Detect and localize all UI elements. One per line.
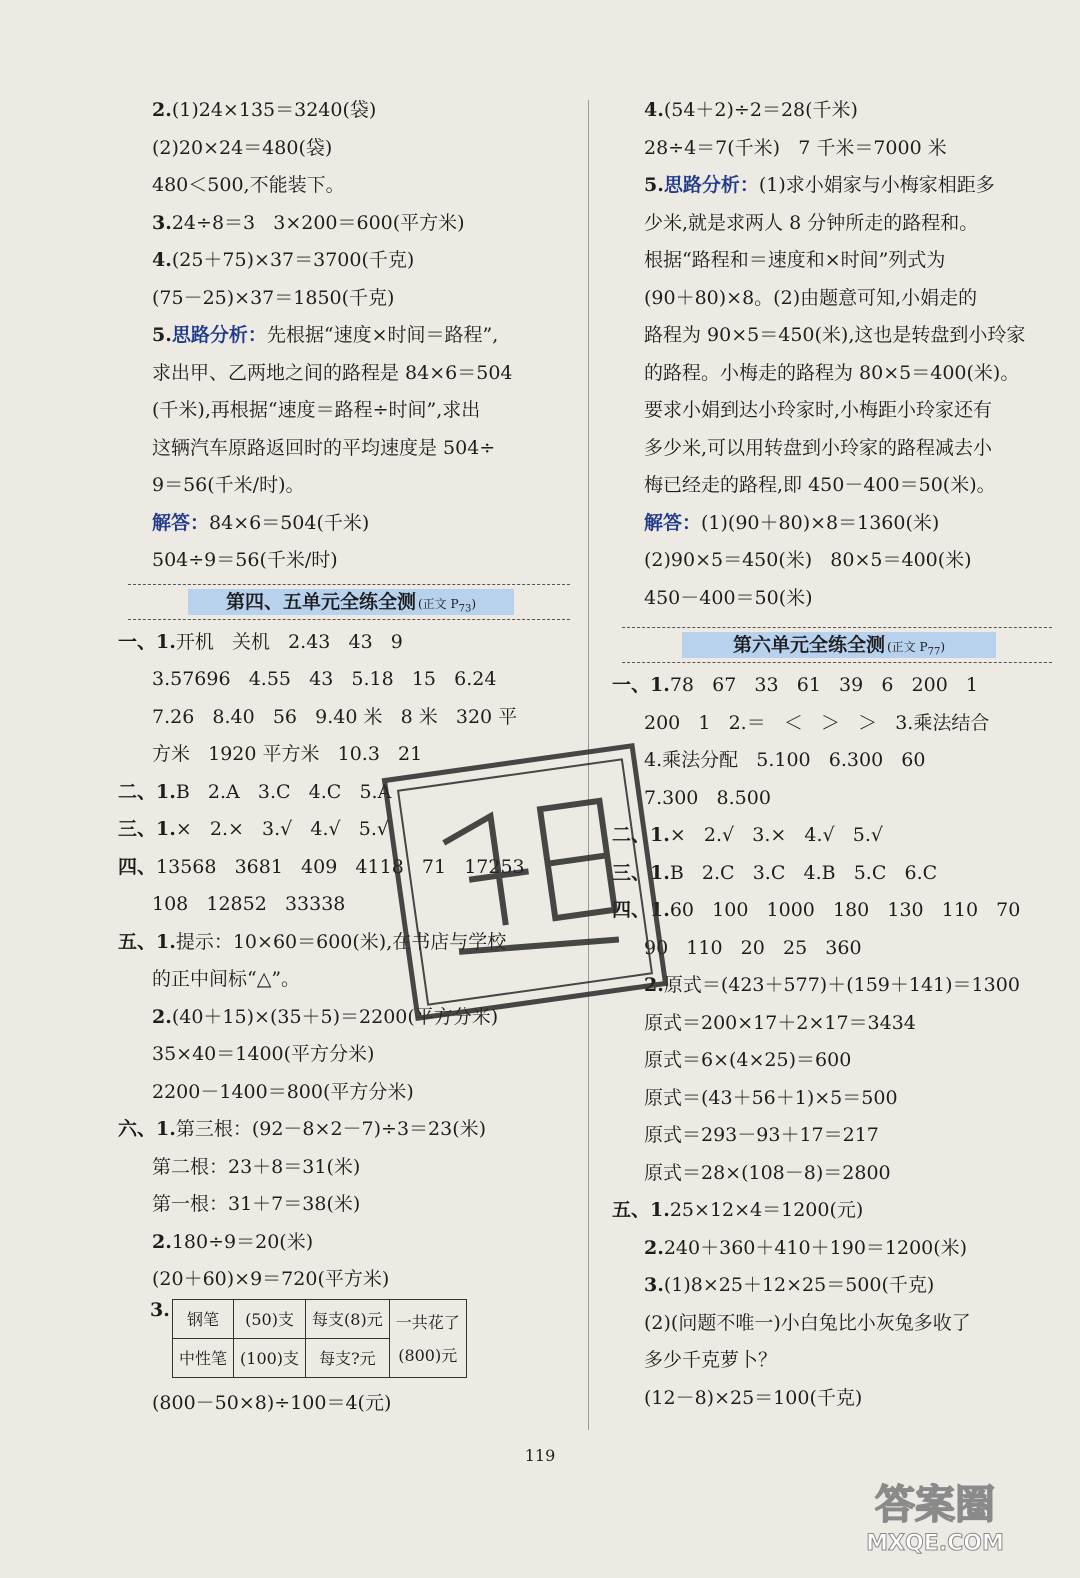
answer-line — [612, 580, 1052, 618]
answer-line — [118, 1111, 570, 1149]
line-text: 梅已经走的路程,即 450－400＝50(米)。 — [644, 474, 996, 496]
answer-line — [118, 355, 570, 393]
table-cell: 每支(8)元 — [306, 1299, 390, 1338]
bold-label: 思路分析： — [171, 324, 267, 346]
line-text: 的正中间标“△”。 — [152, 968, 301, 990]
line-text: 13568 3681 409 4118 71 17253 — [156, 855, 525, 878]
line-text: 480＜500,不能装下。 — [152, 174, 345, 196]
right-top-lines — [612, 92, 1052, 617]
answer-line — [118, 624, 570, 662]
table-cell: 钢笔 — [173, 1299, 234, 1338]
answer-line — [612, 317, 1052, 355]
price-table-block — [118, 1299, 570, 1385]
answer-line — [612, 92, 1052, 130]
line-text: 根据“路程和＝速度和×时间”列式为 — [644, 249, 946, 271]
line-text: (20＋60)×9＝720(平方米) — [152, 1268, 390, 1290]
answer-line — [118, 392, 570, 430]
answer-line — [612, 392, 1052, 430]
answer-line — [612, 667, 1052, 705]
line-text: 25×12×4＝1200(元) — [669, 1199, 864, 1221]
line-text: 90 110 20 25 360 — [644, 936, 862, 959]
item-number: 一、1. — [118, 630, 176, 653]
answer-line — [118, 167, 570, 205]
line-text: 35×40＝1400(平方分米) — [152, 1043, 375, 1065]
item-number: 四、 — [118, 855, 157, 878]
answer-line — [118, 1074, 570, 1112]
line-text: 提示：10×60＝600(米),在书店与学校 — [175, 930, 507, 953]
answer-line — [612, 1342, 1052, 1380]
answer-line — [612, 430, 1052, 468]
page-number: 119 — [524, 1446, 556, 1465]
section-header-units-4-5: 第四、五单元全练全测 (正文 $P_{73}$) — [128, 580, 570, 624]
line-text: 第一根：31＋7＝38(米) — [152, 1193, 361, 1215]
line-text: (千米),再根据“速度＝路程÷时间”,求出 — [152, 399, 481, 421]
line-text: B 2.A 3.C 4.C 5.A — [175, 780, 392, 803]
line-text: 7.26 8.40 56 9.40 米 8 米 320 平 — [152, 705, 518, 728]
item-number: 2. — [152, 1005, 172, 1028]
item-number: 二、1. — [612, 824, 670, 846]
line-text: 原式＝293－93＋17＝217 — [644, 1124, 879, 1146]
right-mid-lines — [612, 667, 1052, 1417]
line-text: (2)20×24＝480(袋) — [152, 136, 333, 159]
line-text: 原式＝28×(108－8)＝2800 — [644, 1161, 891, 1184]
item-number: 五、1. — [612, 1199, 670, 1221]
line-text: 多少米,可以用转盘到小玲家的路程减去小 — [644, 436, 993, 459]
section-title: 第六单元全练全测 — [732, 634, 885, 656]
answer-line — [612, 542, 1052, 580]
answer-line — [118, 542, 570, 580]
line-text: 求出甲、乙两地之间的路程是 84×6＝504 — [152, 361, 513, 384]
svg-text:答案圈: 答案圈 — [875, 1482, 995, 1528]
answer-line — [612, 1230, 1052, 1268]
answer-line — [612, 467, 1052, 505]
item-number: 2. — [152, 99, 172, 121]
line-text: 要求小娟到达小玲家时,小梅距小玲家还有 — [644, 399, 993, 421]
answer-line — [118, 505, 570, 543]
table-cell: (100)支 — [234, 1338, 306, 1377]
answer-line — [612, 130, 1052, 168]
line-text: 方米 1920 平方米 10.3 21 — [152, 743, 423, 765]
item-number: 5. — [644, 174, 664, 196]
item-number: 五、1. — [118, 930, 176, 953]
line-text: × 2.× 3.√ 4.√ 5.√ — [175, 818, 389, 840]
answer-line — [612, 205, 1052, 243]
item-number: 二、1. — [118, 780, 176, 803]
line-text: 84×6＝504(千米) — [209, 511, 370, 534]
item-number: 4. — [152, 249, 172, 271]
line-text: 180÷9＝20(米) — [171, 1230, 314, 1253]
answer-line — [612, 1155, 1052, 1193]
table-cell: 中性笔 — [173, 1338, 234, 1377]
table-cell: 每支?元 — [306, 1338, 390, 1377]
line-text: 先根据“速度×时间＝路程”, — [266, 324, 499, 346]
item-number: 一、1. — [612, 674, 670, 696]
table-number: 3. — [150, 1298, 170, 1321]
answer-line — [118, 1149, 570, 1187]
line-text: 第二根：23＋8＝31(米) — [152, 1155, 361, 1178]
price-table — [172, 1299, 467, 1378]
item-number: 四、1. — [612, 899, 670, 921]
line-text: 9＝56(千米/时)。 — [152, 474, 305, 496]
line-text: (1)(90＋80)×8＝1360(米) — [701, 511, 940, 534]
answer-line — [612, 242, 1052, 280]
line-text: B 2.C 3.C 4.B 5.C 6.C — [669, 861, 938, 884]
answer-line — [612, 742, 1052, 780]
answer-line — [612, 1042, 1052, 1080]
answer-line — [612, 1080, 1052, 1118]
item-number: 4. — [644, 99, 664, 121]
answer-line — [118, 661, 570, 699]
line-text: (1)8×25＋12×25＝500(千克) — [663, 1274, 935, 1296]
line-text: 78 67 33 61 39 6 200 1 — [669, 674, 978, 696]
answer-line — [612, 705, 1052, 743]
line-text: 4.乘法分配 5.100 6.300 60 — [644, 749, 926, 771]
line-text: (1)24×135＝3240(袋) — [171, 99, 377, 121]
line-text: × 2.√ 3.× 4.√ 5.√ — [669, 824, 883, 846]
line-text: (90＋80)×8。(2)由题意可知,小娟走的 — [644, 286, 978, 309]
item-number: 2. — [644, 974, 664, 996]
answer-line — [118, 467, 570, 505]
line-text: (25＋75)×37＝3700(千克) — [171, 249, 415, 271]
bold-label: 解答： — [644, 511, 702, 534]
bold-label: 解答： — [152, 511, 210, 534]
answer-line — [612, 280, 1052, 318]
line-text: 3.57696 4.55 43 5.18 15 6.24 — [152, 668, 497, 690]
line-text: 108 12852 33338 — [152, 893, 346, 915]
line-text: 24÷8＝3 3×200＝600(平方米) — [171, 211, 465, 234]
bold-label: 思路分析： — [663, 174, 759, 196]
line-text: (12－8)×25＝100(千克) — [644, 1386, 863, 1409]
answer-line — [612, 1305, 1052, 1343]
item-number: 六、1. — [118, 1118, 176, 1140]
line-text: 60 100 1000 180 130 110 70 — [669, 899, 1021, 921]
answer-line — [118, 280, 570, 318]
line-text: 504÷9＝56(千米/时) — [152, 549, 338, 571]
line-text: 这辆汽车原路返回时的平均速度是 504÷ — [152, 436, 496, 459]
line-text: 路程为 90×5＝450(米),这也是转盘到小玲家 — [644, 324, 1026, 346]
answer-line — [612, 355, 1052, 393]
line-text: 开机 关机 2.43 43 9 — [175, 630, 403, 653]
answer-line — [612, 1380, 1052, 1418]
answer-line: (800－50×8)÷100＝4(元) — [152, 1391, 392, 1414]
line-text: (75－25)×37＝1850(千克) — [152, 286, 395, 309]
table-cell-total: 一共花了 (800)元 — [389, 1299, 466, 1377]
line-text: (1)求小娟家与小梅家相距多 — [758, 174, 995, 196]
answer-line — [118, 430, 570, 468]
item-number: 三、1. — [612, 861, 670, 884]
answer-line — [118, 92, 570, 130]
section-title: 第四、五单元全练全测 — [225, 590, 416, 613]
item-number: 三、1. — [118, 818, 176, 840]
line-text: 第三根：(92－8×2－7)÷3＝23(米) — [175, 1118, 487, 1140]
line-text: 28÷4＝7(千米) 7 千米＝7000 米 — [644, 136, 947, 159]
line-text: 7.300 8.500 — [644, 786, 771, 809]
line-text: 原式＝6×(4×25)＝600 — [644, 1049, 852, 1071]
line-text: 少米,就是求两人 8 分钟所走的路程和。 — [644, 211, 979, 234]
section-header-unit-6: 第六单元全练全测 (正文 $P_{77}$) — [622, 623, 1052, 667]
line-text: 2200－1400＝800(平方分米) — [152, 1080, 414, 1103]
line-text: 200 1 2.＝ ＜ ＞ ＞ 3.乘法结合 — [644, 711, 990, 734]
line-text: (40＋15)×(35＋5)＝2200(平方分米) — [171, 1005, 499, 1028]
answer-line — [118, 1186, 570, 1224]
line-text: (2)(问题不唯一)小白兔比小灰兔多收了 — [644, 1311, 971, 1334]
line-text: 多少千克萝卜？ — [644, 1349, 778, 1371]
answer-line — [118, 1261, 570, 1299]
answer-line — [612, 1117, 1052, 1155]
watermark-logo — [820, 1468, 1050, 1558]
stamp-mark — [339, 701, 710, 1064]
line-text: 原式＝(43＋56＋1)×5＝500 — [644, 1086, 898, 1109]
svg-text:MXQE.COM: MXQE.COM — [866, 1531, 1004, 1556]
answer-line — [118, 205, 570, 243]
item-number: 3. — [644, 1274, 664, 1296]
answer-line — [118, 242, 570, 280]
line-text: 原式＝200×17＋2×17＝3434 — [644, 1011, 916, 1034]
table-cell: (50)支 — [234, 1299, 306, 1338]
answer-line — [612, 1267, 1052, 1305]
answer-line — [118, 1224, 570, 1262]
line-text: 的路程。小梅走的路程为 80×5＝400(米)。 — [644, 361, 1020, 384]
item-number: 3. — [152, 211, 172, 234]
answer-line — [612, 167, 1052, 205]
line-text: 450－400＝50(米) — [644, 586, 813, 609]
item-number: 2. — [644, 1236, 664, 1259]
line-text: (54＋2)÷2＝28(千米) — [663, 99, 858, 121]
answer-line — [612, 1192, 1052, 1230]
right-column — [612, 92, 1052, 1417]
item-number: 5. — [152, 324, 172, 346]
item-number: 2. — [152, 1230, 172, 1253]
answer-line — [612, 505, 1052, 543]
line-text: (2)90×5＝450(米) 80×5＝400(米) — [644, 549, 972, 571]
answer-line — [118, 130, 570, 168]
line-text: 240＋360＋410＋190＝1200(米) — [663, 1236, 968, 1259]
line-text: 原式＝(423＋577)＋(159＋141)＝1300 — [663, 974, 1020, 996]
answer-line — [118, 317, 570, 355]
left-top-lines — [118, 92, 570, 580]
